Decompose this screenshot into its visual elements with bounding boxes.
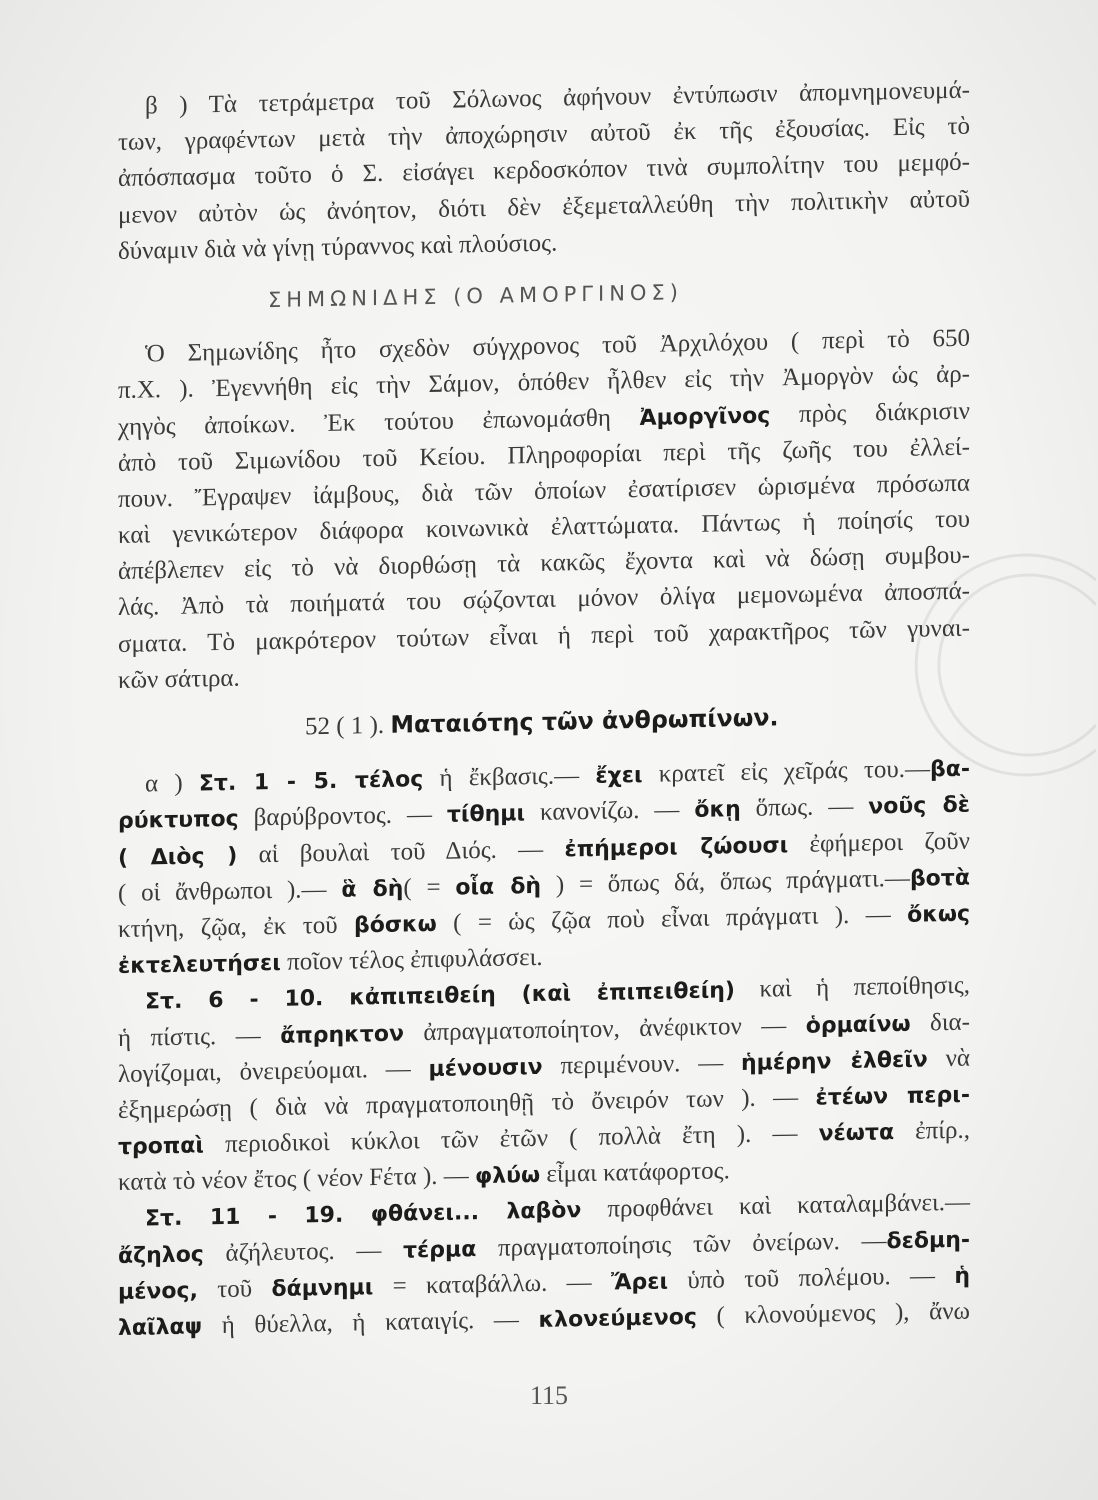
text-run: σματα. Τὸ μακρότερον τούτων εἶναι ἡ περὶ τοῦ χαρακτῆρος τῶν γυναι- bbox=[118, 614, 970, 658]
author-heading: ΣΗΜΩΝΙΔΗΣ (Ο ΑΜΟΡΓΙΝΟΣ) bbox=[268, 280, 683, 313]
bold-term: μένουσιν bbox=[428, 1054, 543, 1082]
bold-term: βα- bbox=[930, 756, 970, 783]
semonides-intro-paragraph bbox=[118, 321, 970, 699]
text-run: π.Χ. ). Ἐγεννήθη εἰς τὴν Σάμον, ὁπόθεν ἦλθεν εἰς τὴν Ἀμοργὸν ὡς ἀρ- bbox=[118, 360, 970, 405]
bold-term: βοτὰ bbox=[909, 865, 970, 892]
bold-term: ἐπήμεροι ζώουσι bbox=[564, 832, 789, 862]
text-run: ( = bbox=[403, 873, 456, 902]
bold-term: ἄζηλος bbox=[118, 1241, 204, 1269]
text-run: λογίζομαι, ὀνειρεύομαι. — bbox=[118, 1054, 429, 1088]
text-run: τοῦ bbox=[197, 1274, 272, 1304]
page-number: 115 bbox=[529, 1381, 569, 1410]
text-run: βαρύβροντος. — bbox=[238, 801, 447, 833]
text-run: ( = ὡς ζῷα ποὺ εἶναι πράγματι ). — bbox=[436, 900, 908, 937]
bold-term: κλονεύμενος bbox=[538, 1304, 697, 1333]
text-run: ( κλονούμενος ), ἄνω bbox=[696, 1297, 970, 1330]
text-run: περιμένουν. — bbox=[542, 1048, 741, 1080]
text-run: χηγὸς ἀποίκων. Ἐκ τούτου ἐπωνομάσθη bbox=[118, 403, 640, 441]
notes-lines-6-10 bbox=[118, 968, 970, 1201]
bold-term: ὄκῃ bbox=[694, 797, 741, 824]
bold-term: ὄκως bbox=[907, 901, 970, 928]
text-run: πρὸς διάκρισιν bbox=[770, 397, 970, 428]
bold-term: ἡ bbox=[954, 1263, 970, 1289]
text-run: κῶν σάτιρα. bbox=[118, 664, 240, 694]
text-run: κανονίζω. — bbox=[525, 796, 695, 827]
text-run: Ὁ Σημωνίδης ἦτο σχεδὸν σύγχρονος τοῦ Ἀρχιλόχου ( περὶ τὸ 650 bbox=[145, 324, 970, 368]
poem-number: 52 ( 1 ). bbox=[305, 711, 391, 741]
text-run: ἐφήμεροι ζοῦν bbox=[788, 827, 970, 858]
poem-heading bbox=[118, 697, 970, 750]
solon-commentary-paragraph bbox=[118, 73, 970, 270]
text-run: κρατεῖ εἰς χεῖράς του.— bbox=[642, 755, 930, 789]
bold-term: φλύω bbox=[475, 1163, 541, 1190]
page-text bbox=[118, 73, 970, 1347]
text-run: ἀπόσπασμα τοῦτο ὁ Σ. εἰσάγει κερδοσκόπον τινὰ συμπολίτην του μεμφό- bbox=[118, 149, 970, 193]
text-run: νὰ bbox=[927, 1044, 970, 1073]
bold-term: δεδμη- bbox=[886, 1227, 970, 1254]
text-run: ἀπὸ τοῦ Σιμωνίδου τοῦ Κείου. Πληροφορίαι περὶ τῆς ζωῆς του ἐλλεί- bbox=[118, 433, 970, 477]
bold-term: ρύκτυπος bbox=[118, 807, 239, 835]
bold-term: τέρμα bbox=[403, 1236, 477, 1264]
text-run: ἐξημερώσῃ ( διὰ νὰ πραγματοποιηθῇ τὸ ὄνειρόν των ). — bbox=[118, 1083, 816, 1124]
text-run: εἶμαι κατάφορτος. bbox=[540, 1157, 730, 1189]
bold-term: ἐκτελευτήσει bbox=[118, 950, 281, 980]
notes-lines-11-19 bbox=[118, 1185, 970, 1346]
bold-term: ἔχει bbox=[595, 763, 643, 790]
bold-term: Στ. 6 - 10. κἀπιπειθείη (καὶ ἐπιπειθείη) bbox=[145, 978, 735, 1015]
bold-term: νοῦς δὲ bbox=[868, 793, 970, 820]
bold-term: ὁρμαίνω bbox=[805, 1011, 911, 1039]
text-run: ἀπραγματοποίητον, ἀνέφικτον — bbox=[403, 1011, 806, 1047]
bold-term: ἡμέρην ἐλθεῖν bbox=[741, 1047, 928, 1076]
text-run: α ) bbox=[145, 769, 199, 798]
text-run: ἡ θύελλα, ἡ καταιγίς. — bbox=[202, 1305, 539, 1340]
notes-lines-1-5 bbox=[118, 751, 970, 984]
text-run: πουν. Ἔγραψεν ἰάμβους, διὰ τῶν ὁποίων ἐσατίρισεν ὡρισμένα πρόσωπα bbox=[118, 469, 970, 513]
text-run: = καταβάλλω. — bbox=[373, 1268, 611, 1300]
bold-term: οἷα δὴ bbox=[455, 873, 542, 901]
bold-term: ἄπρηκτον bbox=[280, 1021, 404, 1049]
text-run: ὅπως. — bbox=[740, 792, 869, 823]
bold-term: τίθημι bbox=[446, 801, 526, 829]
text-run: αἱ βουλαὶ τοῦ Διός. — bbox=[237, 834, 565, 869]
bold-term: ἐτέων περι- bbox=[815, 1082, 970, 1111]
text-run: λάς. Ἀπὸ τὰ ποιήματά του σῴζονται μόνον ὀλίγα μεμονωμένα ἀποσπά- bbox=[118, 578, 970, 622]
text-run: ( οἱ ἄνθρωποι ).— bbox=[118, 875, 342, 907]
bold-term: νέωτα bbox=[818, 1120, 895, 1147]
bold-term: τροπαὶ bbox=[118, 1133, 204, 1161]
text-run: περιοδικοὶ κύκλοι τῶν ἐτῶν ( πολλὰ ἔτη ). — bbox=[204, 1119, 819, 1159]
bold-term: Ἀμοργῖνος bbox=[639, 402, 771, 431]
text-run: ) = ὅπως δά, ὅπως πράγματι.— bbox=[541, 864, 910, 899]
text-run: ἡ ἔκβασις.— bbox=[423, 762, 596, 793]
bold-term: βόσκω bbox=[354, 911, 437, 939]
text-run: κτήνη, ζῷα, ἐκ τοῦ bbox=[118, 911, 354, 943]
bold-term: δάμνημι bbox=[271, 1274, 374, 1302]
bold-term: Ἄρει bbox=[610, 1269, 669, 1296]
text-run: καὶ γενικώτερον διάφορα κοινωνικὰ ἐλαττώματα. Πάντως ἡ ποίησίς του bbox=[118, 505, 970, 550]
bold-term: ( Διὸς ) bbox=[118, 843, 238, 871]
text-run: κατὰ τὸ νέον ἔτος ( νέον Fέτα ). — bbox=[118, 1162, 476, 1197]
text-run: ἀπέβλεπεν εἰς τὸ νὰ διορθώσῃ τὰ κακῶς ἔχοντα καὶ νὰ δώσῃ συμβου- bbox=[118, 541, 970, 586]
text-run: καὶ ἡ πεποίθησις, bbox=[735, 971, 970, 1004]
text-run: μενον αὐτὸν ὡς ἀνόητον, διότι δὲν ἐξεμεταλλεύθη τὴν πολιτικὴν αὐτοῦ bbox=[118, 185, 970, 229]
bold-term: λαῖλαψ bbox=[118, 1314, 203, 1341]
text-run: ἀζήλευτος. — bbox=[203, 1236, 404, 1267]
text-run: των, γραφέντων μετὰ τὴν ἀποχώρησιν αὐτοῦ ἐκ τῆς ἐξουσίας. Εἰς τὸ bbox=[118, 112, 970, 157]
bold-term: Στ. 1 - 5. τέλος bbox=[198, 767, 424, 797]
text-run: ἐπίρ., bbox=[894, 1116, 970, 1146]
text-run: προφθάνει καὶ καταλαμβάνει.— bbox=[581, 1189, 971, 1224]
bold-term: Στ. 11 - 19. φθάνει... λαβὸν bbox=[145, 1198, 582, 1232]
text-run: β ) Τὰ τετράμετρα τοῦ Σόλωνος ἀφήνουν ἐντύπωσιν ἀπομνημονευμά- bbox=[145, 76, 970, 120]
text-run: ἡ πίστις. — bbox=[118, 1021, 281, 1052]
bold-term: μένος, bbox=[118, 1278, 198, 1305]
text-run: πραγματοποίησις τῶν ὀνείρων. — bbox=[476, 1226, 887, 1262]
poem-title: Ματαιότης τῶν ἀνθρωπίνων. bbox=[390, 703, 779, 739]
text-run: ποῖον τέλος ἐπιφυλάσσει. bbox=[280, 943, 543, 976]
text-run: δια- bbox=[910, 1008, 970, 1037]
bold-term: ἃ δὴ bbox=[341, 876, 404, 903]
text-run: δύναμιν διὰ νὰ γίνῃ τύραννος καὶ πλούσιος. bbox=[118, 229, 558, 265]
text-run: ὑπὸ τοῦ πολέμου. — bbox=[668, 1261, 955, 1295]
